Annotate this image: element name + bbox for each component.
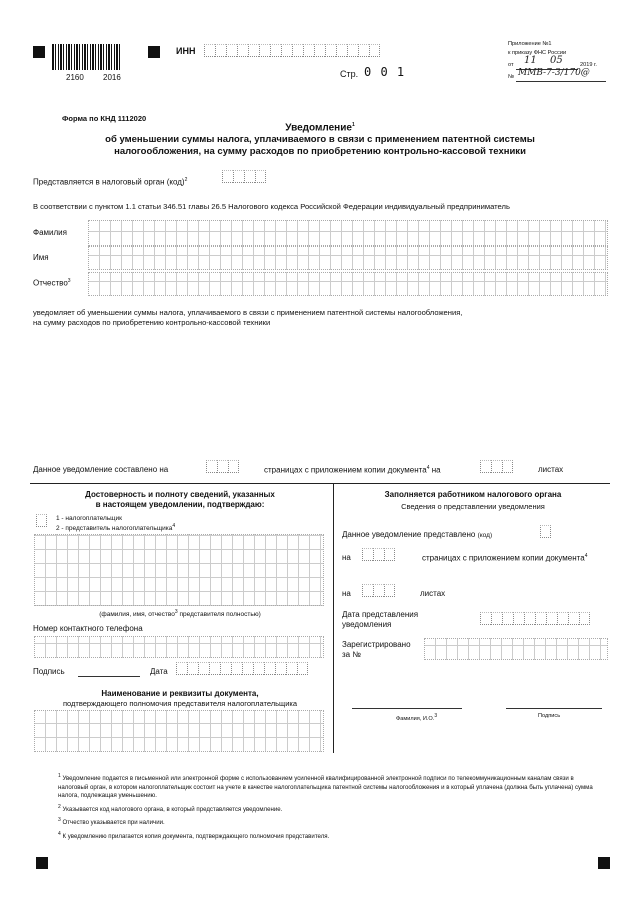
right-heading: Заполняется работником налогового органа: [384, 490, 562, 499]
notifies-line2: на сумму расходов по приобретению контрольно-кассовой техники: [33, 318, 271, 327]
pages-suffix: листах: [538, 465, 564, 474]
doc-heading-line1: Наименование и реквизиты документа,: [101, 689, 259, 698]
authority-document-field[interactable]: [34, 710, 324, 752]
submission-date-label-1: Дата представления: [342, 610, 419, 619]
right-on-label: на: [342, 553, 351, 562]
signer-option-1: 1 - налогоплательщик: [56, 515, 123, 522]
footnote-3: $^3$ Отчество указывается при наличии.: [58, 817, 165, 827]
appendix-number-prefix: №: [508, 74, 515, 80]
signer-type-field[interactable]: [36, 514, 47, 527]
right-pages-field[interactable]: [362, 548, 395, 561]
doc-heading-line2: подтверждающего полномочия представителя налогоплательщика: [62, 699, 298, 708]
date-label: Дата: [150, 667, 168, 676]
submission-date-field[interactable]: [480, 612, 590, 625]
phone-field[interactable]: [34, 636, 324, 658]
inspector-fio-label: Фамилия, И.О.$^3$: [396, 713, 438, 722]
subtitle-line2: налогообложения, на сумму расходов по приобретению контрольно-кассовой техники: [114, 146, 526, 157]
appendix-date-day: 11: [524, 55, 537, 66]
registration-number-field[interactable]: [424, 638, 608, 660]
pages-middle: страницах с приложением копии документа$^4$ на: [264, 465, 441, 475]
footnote-4: $^4$ К уведомлению прилагается копия документа, подтверждающего полномочия представителя.: [58, 830, 330, 840]
left-heading-line1: Достоверность и полноту сведений, указанных: [85, 490, 275, 499]
notifies-line1: уведомляет об уменьшении суммы налога, уплачиваемого в связи с применением патентной системы налогообложения,: [33, 308, 463, 317]
barcode-code-right: 2016: [103, 73, 121, 82]
pages-count-field[interactable]: [206, 460, 239, 473]
appendix-number: ММВ-7-3/170@: [518, 68, 590, 78]
footnote-2: $^2$ Указывается код налогового органа, в который представляется уведомление.: [58, 803, 283, 813]
section-divider: [30, 483, 610, 484]
representative-fio-caption: (фамилия, имя, отчество$^3$ представителя полностью): [99, 609, 261, 619]
patronymic-label: Отчество$^3$: [33, 278, 71, 288]
inn-field[interactable]: [204, 44, 380, 57]
right-sheets-label: листах: [420, 589, 446, 598]
name-label: Имя: [33, 253, 49, 262]
appendix-date-year: 2019 г.: [580, 62, 597, 68]
form-code: Форма по КНД 1112020: [62, 114, 147, 123]
right-on2-label: на: [342, 589, 351, 598]
sign-date-field[interactable]: [176, 662, 308, 675]
appendix-date-prefix: от: [508, 62, 514, 68]
registered-label-1: Зарегистрировано: [342, 640, 411, 649]
phone-label: Номер контактного телефона: [33, 624, 143, 633]
footnote-1: $^1$ Уведомление подается в письменной или электронной форме с использованием усиленной квалифицированной электронной подписи по телекоммуникационным каналам связи в налоговый орган, в котором налогоплательщик состоит на учете в качестве налогоплательщика патентной системы налогообложения и в который уплачена (должна быть уплачена) сумма налога, подлежащая уменьшению.: [58, 773, 593, 800]
inspector-sign-label: Подпись: [538, 713, 561, 719]
signer-option-2: 2 - представитель налогоплательщика$^4$: [56, 523, 176, 533]
representative-fio-field[interactable]: [34, 534, 324, 606]
appendix-line2: к приказу ФНС России: [508, 50, 567, 56]
barcode-code-left: 2160: [66, 73, 84, 82]
sign-label: Подпись: [33, 667, 65, 676]
right-sheets-field[interactable]: [362, 584, 395, 597]
submitted-label: Данное уведомление представлено (код): [342, 530, 493, 539]
right-subheading: Сведения о представлении уведомления: [401, 502, 545, 511]
title-text: Уведомление: [285, 122, 352, 134]
appendix-date-month: 05: [550, 55, 563, 66]
corner-marker-top-left: [33, 46, 45, 58]
title-note: 1: [351, 122, 355, 128]
tax-organ-code-field[interactable]: [222, 170, 266, 183]
inn-label: ИНН: [176, 46, 196, 56]
corner-marker-bottom-left: [36, 857, 48, 869]
patronymic-field[interactable]: [88, 272, 608, 296]
name-field[interactable]: [88, 246, 608, 270]
registered-label-2: за №: [342, 650, 361, 659]
sign-line[interactable]: [78, 676, 140, 677]
submission-code-field[interactable]: [540, 525, 551, 538]
inspector-sign-line[interactable]: [506, 708, 602, 709]
left-heading-line2: в настоящем уведомлении, подтверждаю:: [95, 500, 265, 509]
column-divider: [333, 483, 334, 753]
inspector-fio-line[interactable]: [352, 708, 462, 709]
corner-marker-bottom-right: [598, 857, 610, 869]
corner-marker-top-mid: [148, 46, 160, 58]
submission-date-label-2: уведомления: [342, 620, 392, 629]
barcode: [52, 44, 122, 70]
intro-text: В соответствии с пунктом 1.1 статьи 346.51 главы 26.5 Налогового кодекса Российской Федерации индивидуальный предприниматель: [33, 202, 510, 211]
pages-prefix: Данное уведомление составлено на: [33, 465, 169, 474]
sheets-count-field[interactable]: [480, 460, 513, 473]
surname-field[interactable]: [88, 220, 608, 246]
page-label: Стр.: [340, 69, 359, 79]
tax-organ-label: Представляется в налоговый орган (код)$^2$: [33, 177, 188, 187]
appendix-line1: Приложение №1: [508, 41, 552, 47]
right-pages-text: страницах с приложением копии документа$^4$: [422, 553, 588, 563]
footnotes: [58, 773, 598, 841]
subtitle-line1: об уменьшении суммы налога, уплачиваемого в связи с применением патентной системы: [105, 134, 535, 145]
document-title: [0, 122, 640, 133]
page-number: 0 0 1: [364, 65, 406, 79]
surname-label: Фамилия: [33, 228, 67, 237]
